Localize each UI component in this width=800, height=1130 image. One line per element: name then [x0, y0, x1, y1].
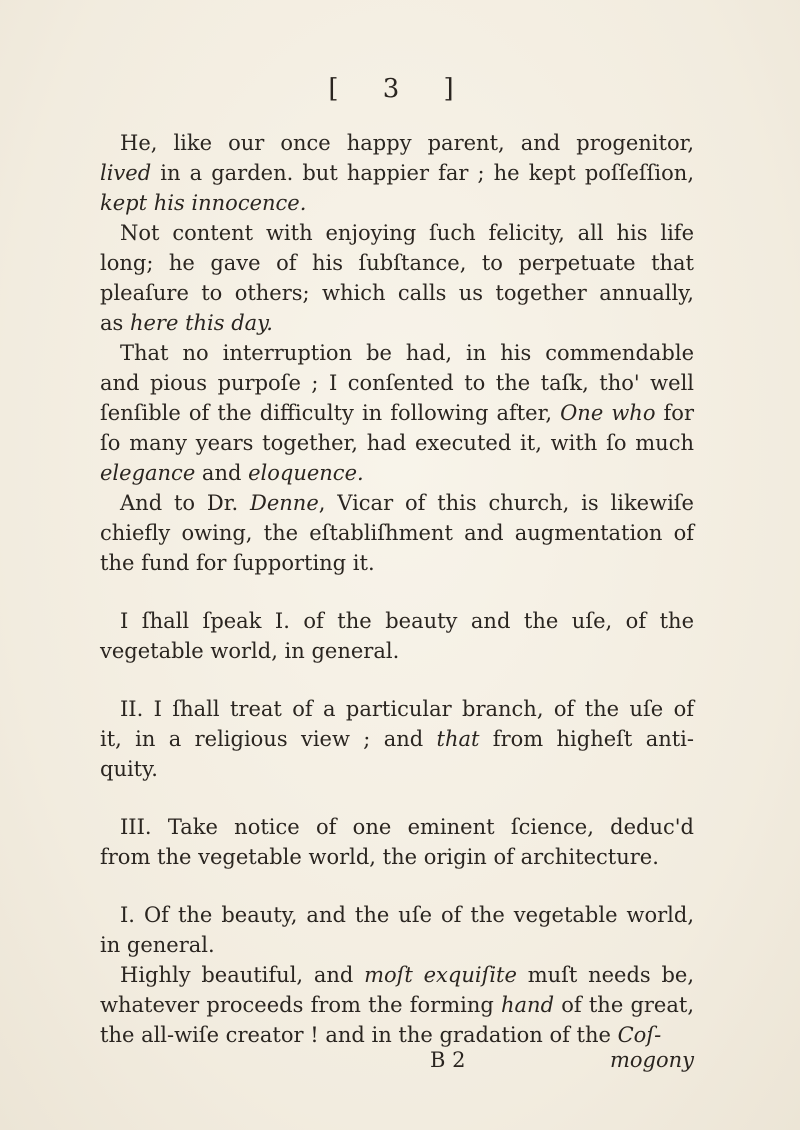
page-number: [ 3 ]	[328, 74, 472, 104]
italic-text: kept his innocence.	[100, 191, 307, 215]
text-line	[100, 548, 694, 578]
italic-text: elegance	[100, 461, 196, 485]
text-line	[100, 900, 694, 930]
text-run: and	[195, 461, 249, 485]
text-line	[100, 458, 694, 488]
text-run: vegetable world, in general.	[100, 639, 400, 663]
text-line	[100, 694, 694, 724]
paragraph-gap	[100, 666, 694, 694]
text-run: quity.	[100, 757, 158, 781]
text-run: long; he gave of his ſubſtance, to perpetuate that	[100, 251, 694, 275]
italic-text: One who	[560, 401, 656, 425]
text-run: I. Of the beauty, and the uſe of the vegetable world,	[120, 903, 694, 927]
text-run: the fund for ſupporting it.	[100, 551, 375, 575]
text-run: whatever proceeds from the forming	[100, 993, 502, 1017]
paragraph-gap	[100, 578, 694, 606]
text-run: That no interruption be had, in his commendable	[120, 341, 694, 365]
text-run: it, in a religious view ; and	[100, 727, 437, 751]
text-line	[100, 812, 694, 842]
text-line	[100, 248, 694, 278]
text-run: He, like our once happy parent, and progenitor,	[120, 131, 694, 155]
text-line	[100, 338, 694, 368]
text-run: III. Take notice of one eminent ſcience, deduc'd	[120, 815, 694, 839]
text-line	[100, 724, 694, 754]
text-line	[100, 218, 694, 248]
italic-text: hand	[501, 993, 555, 1017]
text-line	[100, 368, 694, 398]
text-run: Highly beautiful, and	[120, 963, 365, 987]
text-line	[100, 398, 694, 428]
text-line	[100, 188, 694, 218]
italic-text: lived	[100, 161, 152, 185]
text-run: Not content with enjoying ſuch felicity, all his life	[120, 221, 694, 245]
text-line	[100, 606, 694, 636]
text-run: ſenſible of the difficulty in following after,	[100, 401, 561, 425]
text-line	[100, 754, 694, 784]
text-line	[100, 990, 694, 1020]
italic-text: Coſ-	[617, 1023, 662, 1047]
text-run: pleaſure to others; which calls us together annually,	[100, 281, 694, 305]
text-line	[100, 278, 694, 308]
text-run: II. I ſhall treat of a particular branch, of the uſe of	[120, 697, 694, 721]
text-run: for	[655, 401, 694, 425]
text-run: and pious purpoſe ; I conſented to the taſk, tho' well	[100, 371, 694, 395]
text-run: in general.	[100, 933, 215, 957]
text-run: the all-wiſe creator ! and in the gradation of the	[100, 1023, 618, 1047]
text-line	[100, 158, 694, 188]
text-run: ſo many years together, had executed it, with ſo much	[100, 431, 694, 455]
text-run: And to Dr.	[120, 491, 250, 515]
text-run: as	[100, 311, 130, 335]
italic-text: Denne	[250, 491, 319, 515]
text-line	[100, 308, 694, 338]
text-line	[100, 960, 694, 990]
text-run: from the vegetable world, the origin of architecture.	[100, 845, 659, 869]
text-run: from higheſt anti-	[479, 727, 694, 751]
text-line	[100, 930, 694, 960]
text-line	[100, 842, 694, 872]
text-line	[100, 128, 694, 158]
italic-text: eloquence.	[248, 461, 364, 485]
text-run: chiefly owing, the eſtabliſhment and augmentation of	[100, 521, 694, 545]
catchword: mogony	[609, 1048, 694, 1072]
text-line	[100, 488, 694, 518]
paragraph-gap	[100, 784, 694, 812]
paragraph-gap	[100, 872, 694, 900]
text-run: I ſhall ſpeak I. of the beauty and the uſe, of the	[120, 609, 694, 633]
text-line	[100, 428, 694, 458]
text-line	[100, 636, 694, 666]
italic-text: moſt exquiſite	[364, 963, 517, 987]
text-run: in a garden. but happier far ; he kept poſſeſſion,	[151, 161, 694, 185]
signature-mark: B 2	[430, 1048, 466, 1072]
text-line	[100, 1020, 694, 1050]
text-run: of the great,	[554, 993, 694, 1017]
text-run: muſt needs be,	[516, 963, 694, 987]
italic-text: here this day.	[129, 311, 273, 335]
text-line	[100, 518, 694, 548]
text-run: , Vicar of this church, is likewiſe	[318, 491, 694, 515]
italic-text: that	[436, 727, 480, 751]
body-text	[100, 128, 694, 1050]
